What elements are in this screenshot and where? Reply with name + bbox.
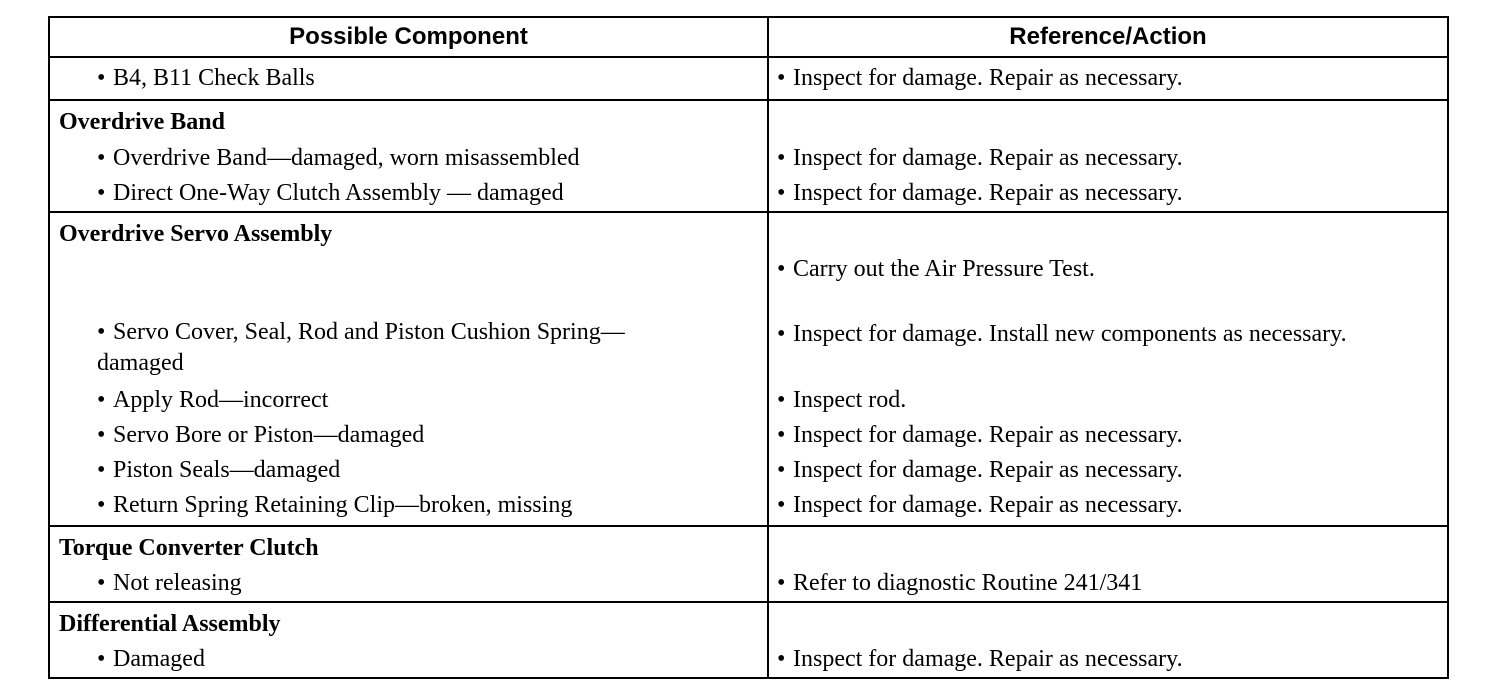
action-text: Inspect for damage. Repair as necessary. [793,646,1183,672]
bullet-icon: • [777,387,786,413]
action-text: Inspect for damage. Repair as necessary. [793,65,1183,91]
table-row [777,64,1183,92]
group-heading: Overdrive Servo Assembly [59,221,333,247]
bullet-icon: • [777,180,786,206]
section-differential-components [50,603,769,677]
bullet-icon: • [777,65,786,91]
action-text: Refer to diagnostic Routine 241/341 [793,570,1143,596]
section-overdrive-servo-components [50,213,769,527]
table-row [777,144,1183,172]
component-text: Overdrive Band—damaged, worn misassembled [113,145,580,171]
bullet-icon: • [97,387,106,413]
group-heading: Overdrive Band [59,109,225,135]
table-row [97,144,580,172]
section-differential-actions [769,603,1447,677]
table-row [777,320,1347,348]
table-row [97,569,242,597]
table-row [97,317,657,379]
bullet-icon: • [777,321,786,347]
table-row [97,491,572,519]
section-overdrive-band-components [50,101,769,213]
group-heading: Torque Converter Clutch [59,535,319,561]
section-check-balls-actions [769,58,1447,101]
action-text: Inspect for damage. Install new components as necessary. [793,321,1347,347]
table-row [777,179,1183,207]
bullet-icon: • [97,422,106,448]
action-text: Inspect for damage. Repair as necessary. [793,180,1183,206]
bullet-icon: • [777,457,786,483]
diagnosis-table [48,16,1449,679]
bullet-icon: • [97,492,106,518]
bullet-icon: • [777,492,786,518]
component-text: Direct One-Way Clutch Assembly — damaged [113,180,564,206]
table-row [97,64,315,92]
bullet-icon: • [97,319,106,345]
table-row [97,456,340,484]
action-text: Inspect for damage. Repair as necessary. [793,457,1183,483]
table-row [97,421,424,449]
bullet-icon: • [777,145,786,171]
table-row [97,179,564,207]
component-text: Piston Seals—damaged [113,457,341,483]
bullet-icon: • [97,570,106,596]
table-row [777,255,1095,283]
bullet-icon: • [97,646,106,672]
action-text: Inspect for damage. Repair as necessary. [793,422,1183,448]
bullet-icon: • [777,646,786,672]
bullet-icon: • [97,145,106,171]
table-row [777,569,1142,597]
group-heading: Differential Assembly [59,611,281,637]
section-torque-converter-components [50,527,769,603]
component-text: Apply Rod—incorrect [113,387,329,413]
table-row [777,456,1183,484]
section-overdrive-band-actions [769,101,1447,213]
bullet-icon: • [777,422,786,448]
bullet-icon: • [97,457,106,483]
table-row [97,645,205,673]
bullet-icon: • [777,256,786,282]
bullet-icon: • [97,180,106,206]
action-text: Inspect for damage. Repair as necessary. [793,145,1183,171]
section-overdrive-servo-actions [769,213,1447,527]
table-row [777,645,1183,673]
action-text: Carry out the Air Pressure Test. [793,256,1095,282]
component-text: Damaged [113,646,205,672]
section-torque-converter-actions [769,527,1447,603]
component-text: Servo Cover, Seal, Rod and Piston Cushion Spring—damaged [97,319,625,376]
header-reference-action: Reference/Action [769,18,1447,58]
table-row [97,386,328,414]
section-check-balls-components [50,58,769,101]
header-possible-component: Possible Component [50,18,769,58]
bullet-icon: • [777,570,786,596]
component-text: Return Spring Retaining Clip—broken, missing [113,492,573,518]
action-text: Inspect for damage. Repair as necessary. [793,492,1183,518]
table-row [777,386,906,414]
table-row [777,491,1183,519]
bullet-icon: • [97,65,106,91]
component-text: B4, B11 Check Balls [113,65,315,91]
table-row [777,421,1183,449]
component-text: Servo Bore or Piston—damaged [113,422,425,448]
action-text: Inspect rod. [793,387,907,413]
component-text: Not releasing [113,570,242,596]
